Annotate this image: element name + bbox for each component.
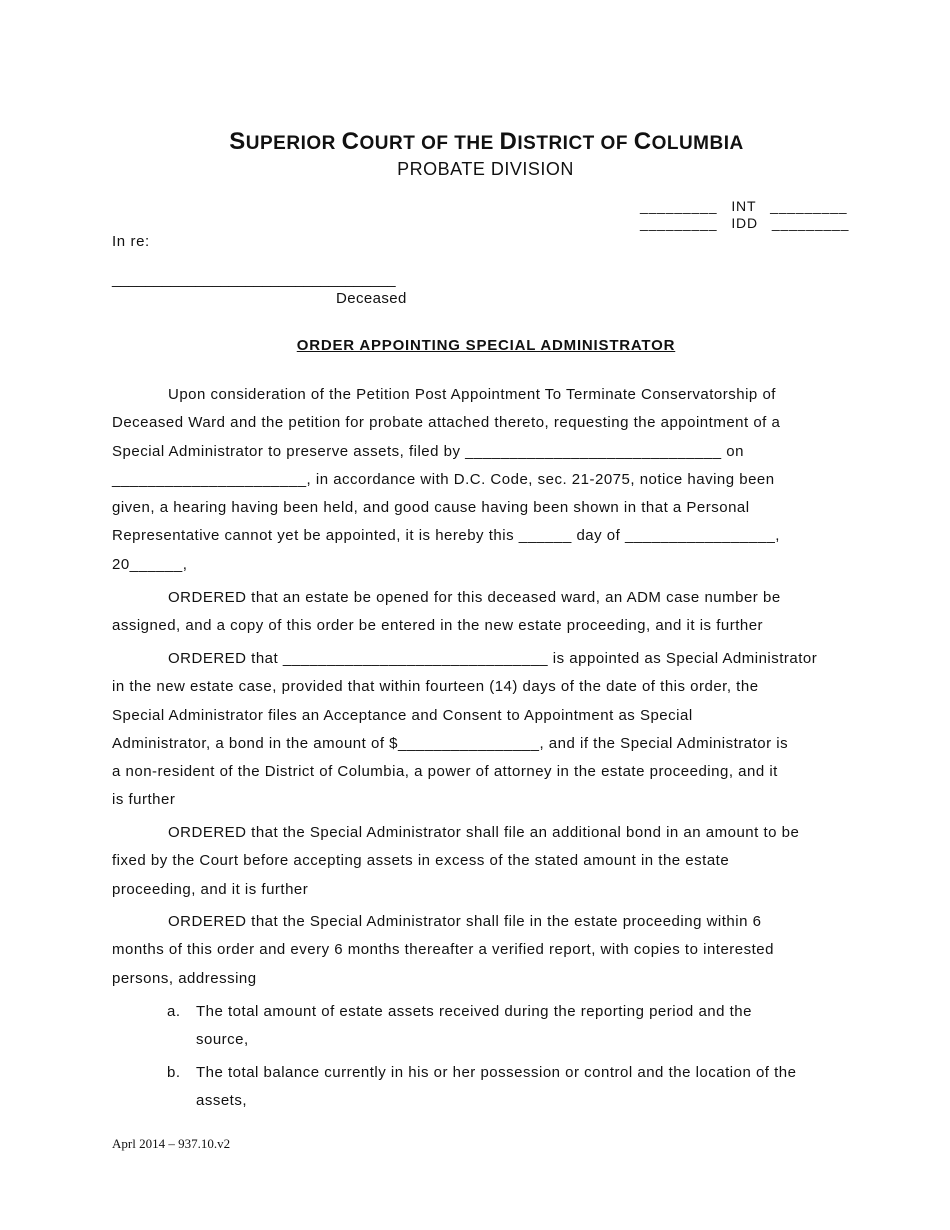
court-name-part: S <box>229 128 246 155</box>
text-line: The total balance currently in his or her possession or control and the location of the <box>196 1064 797 1081</box>
case-codes <box>640 198 849 232</box>
text-line: Special Administrator files an Acceptance and Consent to Appointment as Special <box>112 706 693 724</box>
court-name-part: C <box>633 128 652 155</box>
list-item-a <box>167 998 867 1055</box>
text-line: Administrator, a bond in the amount of $________________, and if the Special Administrator is <box>112 734 789 752</box>
text-line: is further <box>112 791 176 809</box>
int-code-row: _________ INT _________ <box>640 198 848 214</box>
text-line: Special Administrator to preserve assets, filed by _____________________________ on <box>112 442 744 460</box>
text-line: Deceased Ward and the petition for probate attached thereto, requesting the appointment of a <box>112 414 781 432</box>
court-name-part: OLUMBIA <box>651 133 744 154</box>
deceased-label: Deceased <box>336 290 407 307</box>
court-name-part: ISTRICT OF <box>517 133 634 154</box>
text-line: ORDERED that the Special Administrator shall file an additional bond in an amount to be <box>168 824 800 841</box>
text-line: source, <box>196 1031 249 1049</box>
text-line: assigned, and a copy of this order be entered in the new estate proceeding, and it is further <box>112 617 764 635</box>
text-line: 20______, <box>112 555 188 573</box>
court-name-part: C <box>341 128 360 155</box>
division-title: PROBATE DIVISION <box>397 159 574 179</box>
order-title: ORDER APPOINTING SPECIAL ADMINISTRATOR <box>296 337 676 354</box>
paragraph-ordered-report <box>112 908 872 993</box>
text-line: The total amount of estate assets received during the reporting period and the <box>196 1003 752 1020</box>
text-line: ______________________, in accordance with D.C. Code, sec. 21-2075, notice having been <box>112 470 775 488</box>
text-line: months of this order and every 6 months thereafter a verified report, with copies to interested <box>112 941 774 959</box>
text-line: given, a hearing having been held, and good cause having been shown in that a Personal <box>112 499 750 517</box>
paragraph-petition <box>112 381 872 579</box>
form-version-footer: Aprl 2014 – 937.10.v2 <box>112 1136 231 1151</box>
list-marker: b. <box>167 1064 181 1081</box>
idd-code-row: _________ IDD _________ <box>640 215 850 231</box>
text-line: ORDERED that the Special Administrator shall file in the estate proceeding within 6 <box>168 913 762 930</box>
court-name-part: OURT OF THE <box>359 133 500 154</box>
paragraph-ordered-estate-opened <box>112 584 872 641</box>
court-name-part: D <box>499 128 518 155</box>
paragraph-ordered-additional-bond <box>112 819 872 904</box>
in-re-label: In re: <box>112 233 150 250</box>
decedent-name-line: __________________________________ <box>112 271 396 288</box>
text-line: ORDERED that an estate be opened for this deceased ward, an ADM case number be <box>168 589 781 606</box>
list-item-b <box>167 1059 867 1116</box>
text-line: in the new estate case, provided that within fourteen (14) days of the date of this order, the <box>112 678 759 696</box>
text-line: Upon consideration of the Petition Post Appointment To Terminate Conservatorship of <box>168 386 776 403</box>
court-name-part: UPERIOR <box>245 133 342 154</box>
text-line: proceeding, and it is further <box>112 880 309 898</box>
text-line: assets, <box>196 1092 248 1110</box>
text-line: persons, addressing <box>112 969 257 987</box>
paragraph-ordered-appointment <box>112 645 872 815</box>
list-marker: a. <box>167 1003 181 1020</box>
text-line: ORDERED that ______________________________ is appointed as Special Administrator <box>168 650 818 667</box>
text-line: fixed by the Court before accepting assets in excess of the stated amount in the estate <box>112 852 730 870</box>
text-line: Representative cannot yet be appointed, it is hereby this ______ day of _________________, <box>112 527 780 545</box>
text-line: a non-resident of the District of Columbia, a power of attorney in the estate proceeding, and it <box>112 763 778 781</box>
court-name <box>0 128 950 156</box>
